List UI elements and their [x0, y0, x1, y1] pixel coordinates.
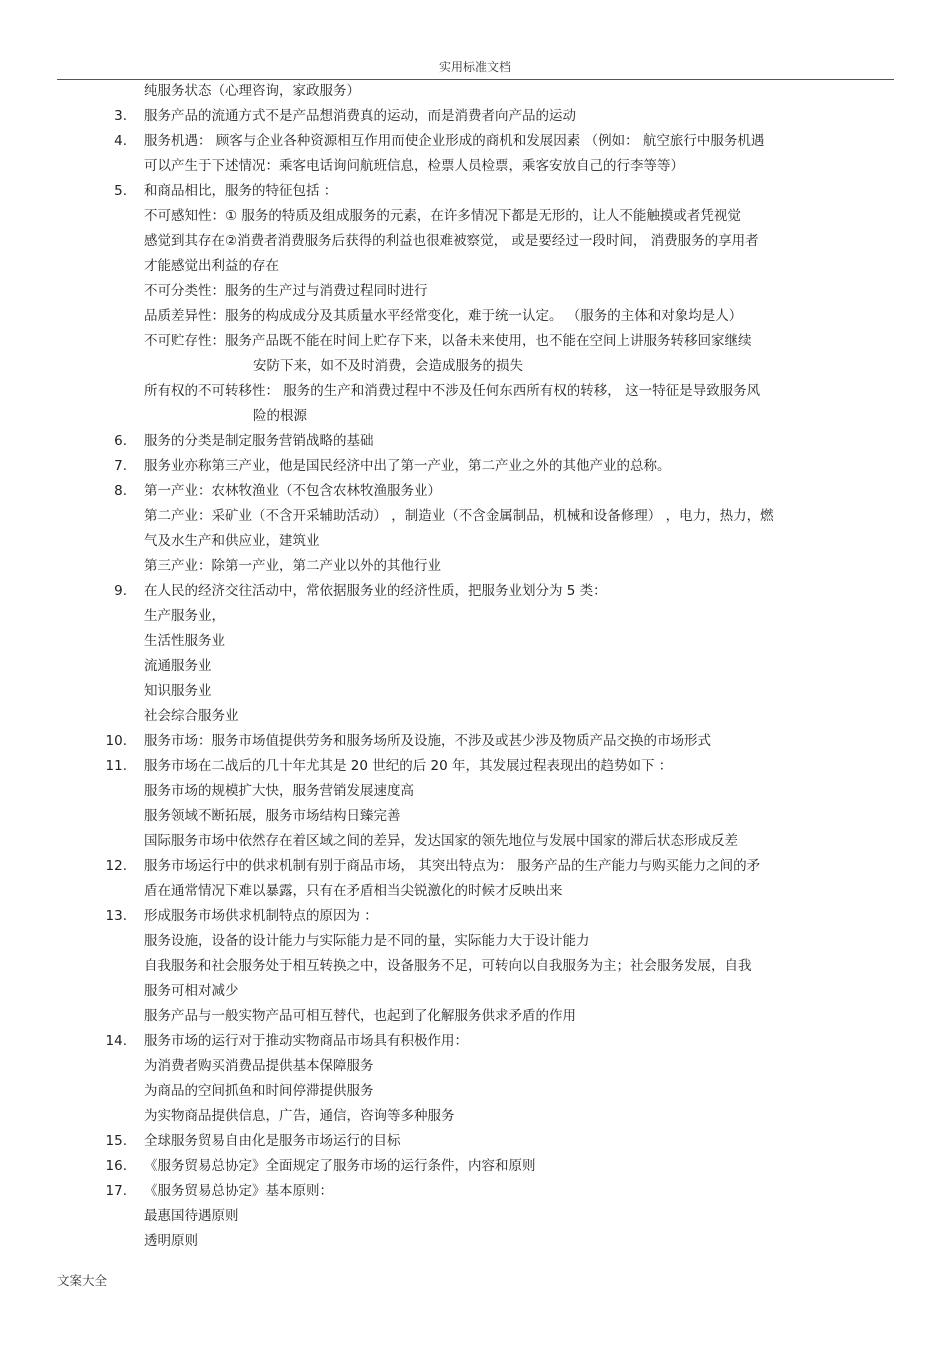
list-number: 10.	[105, 733, 127, 749]
text-line: 不可贮存性：服务产品既不能在时间上贮存下来，以备未来使用，也不能在空间上讲服务转移回家继续	[144, 333, 752, 349]
text-line: 在人民的经济交往活动中，常依据服务业的经济性质，把服务业划分为 5 类：	[144, 583, 607, 599]
text-line: 盾在通常情况下难以暴露，只有在矛盾相当尖锐激化的时候才反映出来	[144, 883, 563, 899]
list-number: 15.	[105, 1133, 127, 1149]
text-line: 服务市场：服务市场值提供劳务和服务场所及设施，不涉及或甚少涉及物质产品交换的市场形式	[144, 733, 711, 749]
text-line: 第一产业：农林牧渔业（不包含农林牧渔服务业）	[144, 483, 441, 499]
list-number: 3.	[114, 108, 127, 124]
text-line: 第二产业：采矿业（不含开采辅助活动） ，制造业（不含金属制品，机械和设备修理） ，电力，热力，燃	[144, 508, 774, 524]
text-line: 社会综合服务业	[144, 708, 239, 724]
page-footer: 文案大全	[57, 1273, 108, 1288]
text-line: 服务市场的规模扩大快，服务营销发展速度高	[144, 783, 414, 799]
text-line: 生活性服务业	[144, 633, 225, 649]
text-line: 感觉到其存在②消费者消费服务后获得的利益也很难被察觉， 或是要经过一段时间， 消费服务的享用者	[144, 233, 759, 249]
list-number: 5.	[114, 183, 127, 199]
text-line: 服务设施，设备的设计能力与实际能力是不同的量，实际能力大于设计能力	[144, 933, 590, 949]
text-line: 第三产业：除第一产业，第二产业以外的其他行业	[144, 558, 441, 574]
list-number: 17.	[105, 1183, 127, 1199]
list-number: 7.	[114, 458, 127, 474]
list-number: 6.	[114, 433, 127, 449]
list-number: 13.	[105, 908, 127, 924]
text-line: 最惠国待遇原则	[144, 1208, 239, 1224]
page-header: 实用标准文档	[438, 60, 511, 74]
text-line: 不可分类性：服务的生产过与消费过程同时进行	[144, 283, 428, 299]
text-line: 服务的分类是制定服务营销战略的基础	[144, 433, 374, 449]
list-number: 11.	[105, 758, 127, 774]
text-line: 服务产品的流通方式不是产品想消费真的运动，而是消费者向产品的运动	[144, 108, 576, 124]
text-line: 为消费者购买消费品提供基本保障服务	[144, 1058, 374, 1074]
text-line: 形成服务市场供求机制特点的原因为 ：	[144, 908, 378, 924]
text-line: 服务领域不断拓展，服务市场结构日臻完善	[144, 808, 401, 824]
text-line: 为商品的空间抓鱼和时间停滞提供服务	[144, 1083, 374, 1099]
list-number: 14.	[105, 1033, 127, 1049]
text-line: 所有权的不可转移性： 服务的生产和消费过程中不涉及任何东西所有权的转移， 这一特征是导致服务风	[144, 383, 761, 399]
text-line: 全球服务贸易自由化是服务市场运行的目标	[144, 1133, 401, 1149]
text-line: 生产服务业，	[144, 608, 225, 624]
text-line: 流通服务业	[144, 658, 212, 674]
text-line: 纯服务状态（心理咨询，家政服务）	[144, 83, 360, 99]
list-number: 12.	[105, 858, 127, 874]
text-line: 为实物商品提供信息，广告，通信，咨询等多种服务	[144, 1108, 455, 1124]
text-line: 服务市场运行中的供求机制有别于商品市场， 其突出特点为： 服务产品的生产能力与购买能力之间的矛	[144, 858, 761, 874]
text-line: 气及水生产和供应业，建筑业	[144, 533, 320, 549]
text-line: 才能感觉出利益的存在	[144, 258, 279, 274]
text-line: 《服务贸易总协定》基本原则：	[144, 1183, 333, 1199]
text-line: 服务市场的运行对于推动实物商品市场具有积极作用：	[144, 1033, 468, 1049]
text-line: 品质差异性：服务的构成成分及其质量水平经常变化，难于统一认定。 （服务的主体和对象均是人）	[144, 308, 743, 324]
text-line: 不可感知性：① 服务的特质及组成服务的元素，在许多情况下都是无形的，让人不能触摸或者凭视觉	[144, 208, 741, 224]
list-number: 4.	[114, 133, 127, 149]
text-line: 可以产生于下述情况：乘客电话询问航班信息，检票人员检票，乘客安放自己的行李等等）	[144, 158, 684, 174]
list-number: 9.	[114, 583, 127, 599]
text-line: 服务业亦称第三产业，他是国民经济中出了第一产业，第二产业之外的其他产业的总称。	[144, 458, 671, 474]
text-line: 国际服务市场中依然存在着区域之间的差异，发达国家的领先地位与发展中国家的滞后状态形成反差	[144, 833, 738, 849]
text-line: 服务市场在二战后的几十年尤其是 20 世纪的后 20 年，其发展过程表现出的趋势如下 ：	[144, 758, 673, 774]
text-line: 《服务贸易总协定》全面规定了服务市场的运行条件，内容和原则	[144, 1158, 536, 1174]
text-line: 安防下来，如不及时消费，会造成服务的损失	[253, 358, 523, 374]
header-divider	[57, 79, 894, 80]
text-line: 透明原则	[144, 1233, 198, 1249]
text-line: 险的根源	[253, 408, 307, 424]
text-line: 服务可相对减少	[144, 983, 239, 999]
text-line: 知识服务业	[144, 683, 212, 699]
list-number: 8.	[114, 483, 127, 499]
text-line: 和商品相比，服务的特征包括 ：	[144, 183, 338, 199]
text-line: 服务机遇： 顾客与企业各种资源相互作用而使企业形成的商机和发展因素 （例如： 航空旅行中服务机遇	[144, 133, 765, 149]
list-number: 16.	[105, 1158, 127, 1174]
text-line: 自我服务和社会服务处于相互转换之中，设备服务不足，可转向以自我服务为主；社会服务发展，自我	[144, 958, 752, 974]
text-line: 服务产品与一般实物产品可相互替代，也起到了化解服务供求矛盾的作用	[144, 1008, 576, 1024]
